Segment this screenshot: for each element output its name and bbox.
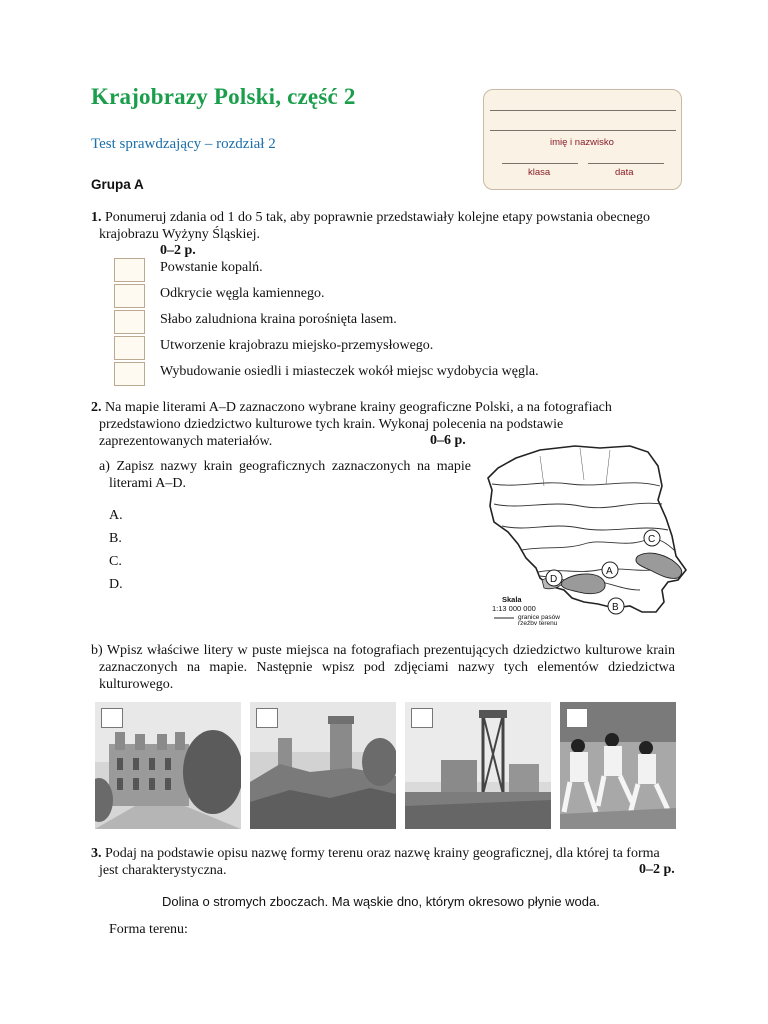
- page-subtitle: Test sprawdzający – rozdział 2: [91, 136, 276, 152]
- q3-answer-label[interactable]: Forma terenu:: [109, 922, 188, 937]
- page-title: Krajobrazy Polski, część 2: [91, 84, 356, 109]
- map-scale-title: Skala: [502, 595, 522, 604]
- q2a-answer-A[interactable]: A.: [109, 508, 123, 523]
- name-card: [483, 89, 682, 190]
- q2b-line2: zaznaczonych na mapie. Następnie wpisz pod zdjęciami nazwy tych elementów dziedzictwa: [99, 660, 675, 675]
- q2b-line1: b) Wpisz właściwe litery w puste miejsca na fotografiach prezentujących dziedzictwo kulturowe krain: [91, 643, 675, 658]
- map-marker-A: A: [606, 566, 613, 577]
- class-line[interactable]: [502, 163, 578, 164]
- q1-item-2: Odkrycie węgla kamiennego.: [160, 286, 325, 301]
- q1-number-box-3[interactable]: [114, 310, 145, 334]
- q1-text-line1: 1. Ponumeruj zdania od 1 do 5 tak, aby poprawnie przedstawiały kolejne etapy powstania obecnego: [91, 210, 651, 225]
- q2a-line2: literami A–D.: [109, 476, 186, 491]
- q2-points: 0–6 p.: [430, 433, 466, 448]
- map-marker-C: C: [648, 534, 656, 545]
- q2-text-line1: 2. Na mapie literami A–D zaznaczono wybrane krainy geograficzne Polski, a na fotografiach: [91, 400, 612, 415]
- q1-number-box-4[interactable]: [114, 336, 145, 360]
- q1-number-box-1[interactable]: [114, 258, 145, 282]
- poland-map-graphic: [480, 440, 700, 625]
- photo-folk-dance: [560, 702, 676, 829]
- photo-1-letter-box[interactable]: [101, 708, 123, 728]
- photo-castle-ruins: [250, 702, 396, 829]
- q2a-line1: a) Zapisz nazwy krain geograficznych zaznaczonych na mapie: [99, 459, 471, 474]
- photo-3-letter-box[interactable]: [411, 708, 433, 728]
- date-label: data: [615, 167, 634, 178]
- q1-number-box-2[interactable]: [114, 284, 145, 308]
- name-line-1[interactable]: [490, 110, 676, 111]
- q1-item-1: Powstanie kopalń.: [160, 260, 263, 275]
- map-legend-line1: granice pasów: [518, 614, 560, 621]
- photo-2-letter-box[interactable]: [256, 708, 278, 728]
- q3-number: 3.: [91, 846, 102, 861]
- q2-text-line2: przedstawiono dziedzictwo kulturowe tych krain. Wykonaj polecenia na podstawie: [99, 417, 564, 432]
- poland-map: [480, 440, 700, 625]
- map-marker-B: B: [612, 602, 619, 613]
- class-label: klasa: [528, 167, 551, 178]
- q1-number: 1.: [91, 210, 102, 225]
- q1-number-box-5[interactable]: [114, 362, 145, 386]
- name-line-2[interactable]: [490, 130, 676, 131]
- q3-text-line1: 3. Podaj na podstawie opisu nazwę formy terenu oraz nazwę krainy geograficznej, dla której ta forma: [91, 846, 660, 861]
- photo-4-letter-box[interactable]: [566, 708, 588, 728]
- q3-description: Dolina o stromych zboczach. Ma wąskie dno, którym okresowo płynie woda.: [162, 894, 600, 909]
- q2a-answer-C[interactable]: C.: [109, 554, 122, 569]
- q2a-answer-D[interactable]: D.: [109, 577, 123, 592]
- date-line[interactable]: [588, 163, 664, 164]
- q1-item-4: Utworzenie krajobrazu miejsko-przemysłowego.: [160, 338, 434, 353]
- q1-item-5: Wybudowanie osiedli i miasteczek wokół miejsc wydobycia węgla.: [160, 364, 539, 379]
- map-marker-D: D: [550, 574, 558, 585]
- q2-text-line3: zaprezentowanych materiałów.: [99, 434, 273, 449]
- map-scale-value: 1:13 000 000: [492, 604, 536, 613]
- photo-castle-palace: [95, 702, 241, 829]
- q3-points: 0–2 p.: [639, 862, 675, 877]
- map-legend-line2: rzeźby terenu: [518, 620, 558, 625]
- name-label: imię i nazwisko: [550, 137, 614, 148]
- q1-points: 0–2 p.: [160, 243, 196, 258]
- photo-mine-shaft: [405, 702, 551, 829]
- q1-text-line2: krajobrazu Wyżyny Śląskiej.: [99, 227, 261, 242]
- q3-text-line2: jest charakterystyczna.: [99, 863, 227, 878]
- q1-item-3: Słabo zaludniona kraina porośnięta lasem.: [160, 312, 397, 327]
- q2b-line3: kulturowego.: [99, 677, 174, 692]
- q2a-answer-B[interactable]: B.: [109, 531, 122, 546]
- q2-number: 2.: [91, 400, 102, 415]
- group-label: Grupa A: [91, 177, 144, 192]
